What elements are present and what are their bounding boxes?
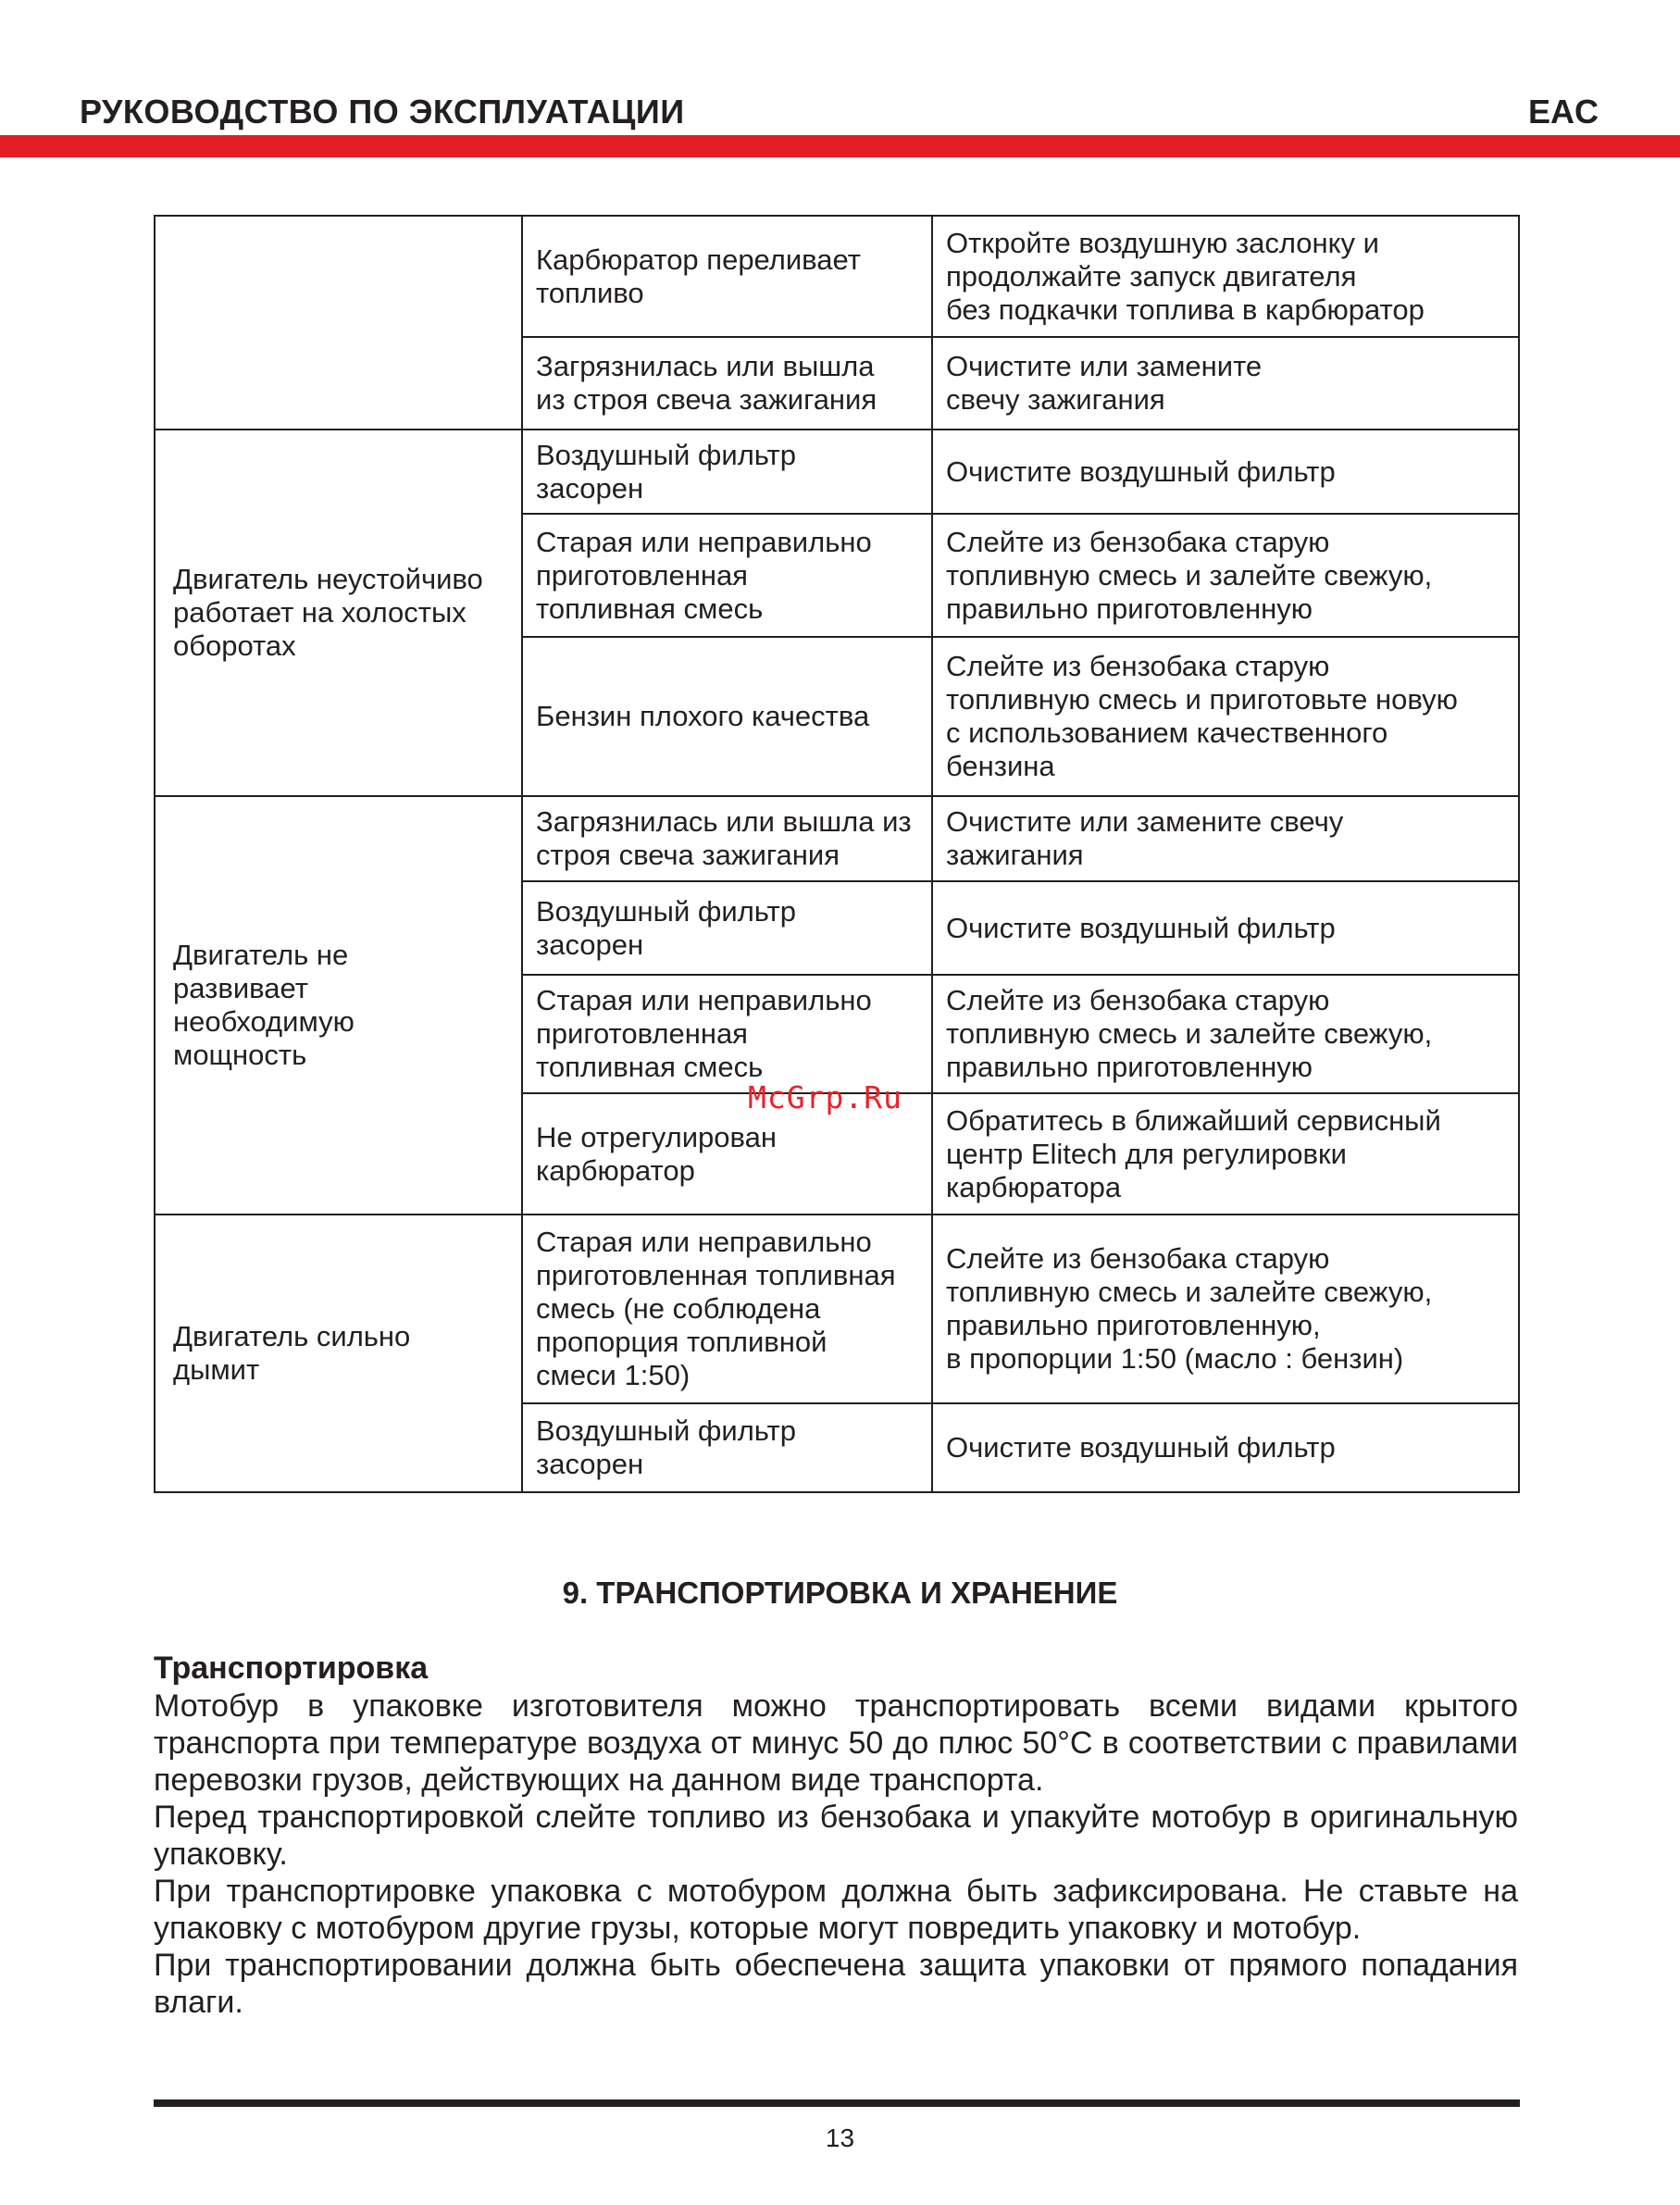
header-red-band xyxy=(0,135,1680,157)
subsection-title: Транспортировка xyxy=(154,1651,429,1686)
cause-cell: Воздушный фильтр засорен xyxy=(522,881,932,975)
section-body xyxy=(154,1688,1518,2021)
symptom-cell xyxy=(155,216,522,430)
cause-cell: Воздушный фильтр засорен xyxy=(522,1403,932,1492)
cause-cell: Загрязнилась или вышла из строя свеча зажигания xyxy=(522,796,932,881)
document-header-title: РУКОВОДСТВО ПО ЭКСПЛУАТАЦИИ xyxy=(80,93,685,131)
cause-cell: Бензин плохого качества xyxy=(522,637,932,796)
cause-cell: Старая или неправильно приготовленная топливная смесь (не соблюдена пропорция топливной смеси 1:50) xyxy=(522,1215,932,1403)
paragraph: Мотобур в упаковке изготовителя можно транспортировать всеми видами крытого транспорта при температуре воздуха от минус 50 до плюс 50°С в соответствии с правилами перевозки грузов, действующих на данном виде транспорта. xyxy=(154,1688,1518,1798)
action-cell: Очистите воздушный фильтр xyxy=(932,881,1519,975)
action-cell: Очистите или замените свечу зажигания xyxy=(932,796,1519,881)
cause-cell: Старая или неправильно приготовленная топливная смесь xyxy=(522,975,932,1093)
troubleshooting-table xyxy=(154,215,1520,1493)
symptom-cell: Двигатель неустойчиво работает на холостых оборотах xyxy=(155,430,522,796)
action-cell: Откройте воздушную заслонку и продолжайте запуск двигателя без подкачки топлива в карбюратор xyxy=(932,216,1519,337)
paragraph: При транспортировании должна быть обеспечена защита упаковки от прямого попадания влаги. xyxy=(154,1948,1518,2020)
section-title: 9. ТРАНСПОРТИРОВКА И ХРАНЕНИЕ xyxy=(562,1576,1118,1610)
paragraph: При транспортировке упаковка с мотобуром должна быть зафиксирована. Не ставьте на упаковку с мотобуром другие грузы, которые могут повредить упаковку и мотобур. xyxy=(154,1874,1518,1946)
action-cell: Слейте из бензобака старую топливную смесь и залейте свежую, правильно приготовленную xyxy=(932,975,1519,1093)
action-cell: Слейте из бензобака старую топливную смесь и приготовьте новую с использованием качественного бензина xyxy=(932,637,1519,796)
action-cell: Слейте из бензобака старую топливную смесь и залейте свежую, правильно приготовленную xyxy=(932,514,1519,637)
cause-cell: Старая или неправильно приготовленная топливная смесь xyxy=(522,514,932,637)
action-cell: Обратитесь в ближайший сервисный центр Elitech для регулировки карбюратора xyxy=(932,1093,1519,1215)
symptom-cell: Двигатель не развивает необходимую мощность xyxy=(155,796,522,1215)
action-cell: Очистите воздушный фильтр xyxy=(932,1403,1519,1492)
symptom-cell: Двигатель сильно дымит xyxy=(155,1215,522,1492)
cause-cell: Не отрегулирован карбюратор xyxy=(522,1093,932,1215)
cause-cell: Воздушный фильтр засорен xyxy=(522,430,932,514)
eac-mark: EAC xyxy=(1527,93,1599,131)
action-cell: Очистите воздушный фильтр xyxy=(932,430,1519,514)
action-cell: Слейте из бензобака старую топливную смесь и залейте свежую, правильно приготовленную, в пропорции 1:50 (масло : бензин) xyxy=(932,1215,1519,1403)
table-row xyxy=(155,216,1519,337)
cause-cell: Карбюратор переливает топливо xyxy=(522,216,932,337)
page-number: 13 xyxy=(825,2124,855,2152)
table-row xyxy=(155,796,1519,881)
footer-rule xyxy=(154,2099,1520,2107)
cause-cell: Загрязнилась или вышла из строя свеча зажигания xyxy=(522,337,932,430)
table-row xyxy=(155,1215,1519,1403)
table-row xyxy=(155,430,1519,514)
paragraph: Перед транспортировкой слейте топливо из бензобака и упакуйте мотобур в оригинальную упаковку. xyxy=(154,1800,1518,1872)
watermark: McGrp.Ru xyxy=(748,1079,902,1115)
action-cell: Очистите или замените свечу зажигания xyxy=(932,337,1519,430)
